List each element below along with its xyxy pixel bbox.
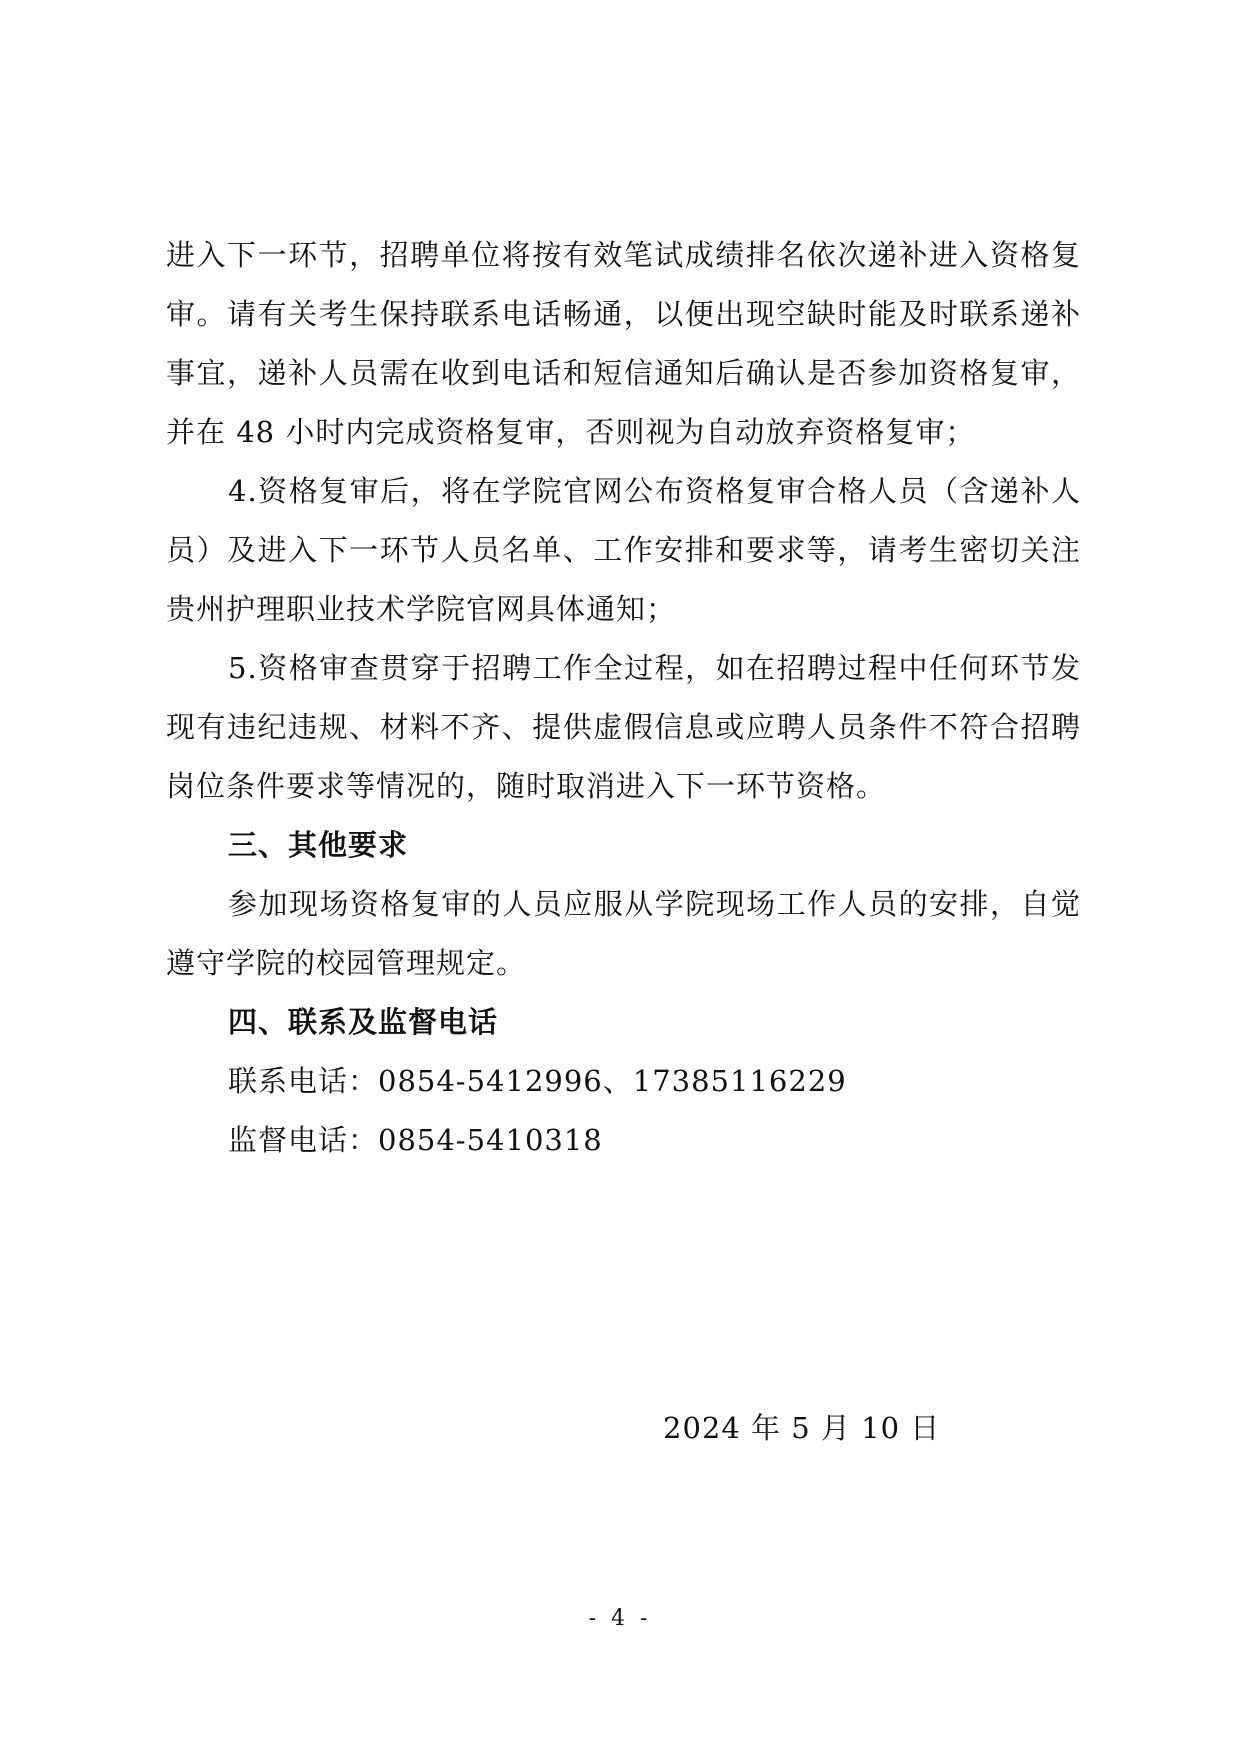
paragraph-item-5: 5.资格审查贯穿于招聘工作全过程，如在招聘过程中任何环节发现有违纪违规、材料不齐、提供虚假信息或应聘人员条件不符合招聘岗位条件要求等情况的，随时取消进入下一环节资格。 — [166, 651, 1081, 803]
document-date: 2024 年 5 月 10 日 — [663, 1411, 941, 1445]
paragraph-continuation: 进入下一环节，招聘单位将按有效笔试成绩排名依次递补进入资格复审。请有关考生保持联系电话畅通，以便出现空缺时能及时联系递补事宜，递补人员需在收到电话和短信通知后确认是否参加资格复审，并在 48 小时内完成资格复审，否则视为自动放弃资格复审； — [166, 238, 1081, 449]
section-heading-contact: 四、联系及监督电话 — [228, 1005, 499, 1039]
document-body — [166, 226, 1081, 1170]
contact-phone-line: 联系电话：0854-5412996、17385116229 — [228, 1064, 847, 1098]
paragraph-item-4: 4.资格复审后，将在学院官网公布资格复审合格人员（含递补人员）及进入下一环节人员名单、工作安排和要求等，请考生密切关注贵州护理职业技术学院官网具体通知； — [166, 474, 1081, 626]
supervision-phone-line: 监督电话：0854-5410318 — [228, 1123, 603, 1157]
page-number: - 4 - — [588, 1606, 652, 1631]
section-heading-other-requirements: 三、其他要求 — [228, 828, 409, 862]
paragraph-other-requirements: 参加现场资格复审的人员应服从学院现场工作人员的安排，自觉遵守学院的校园管理规定。 — [166, 887, 1081, 980]
